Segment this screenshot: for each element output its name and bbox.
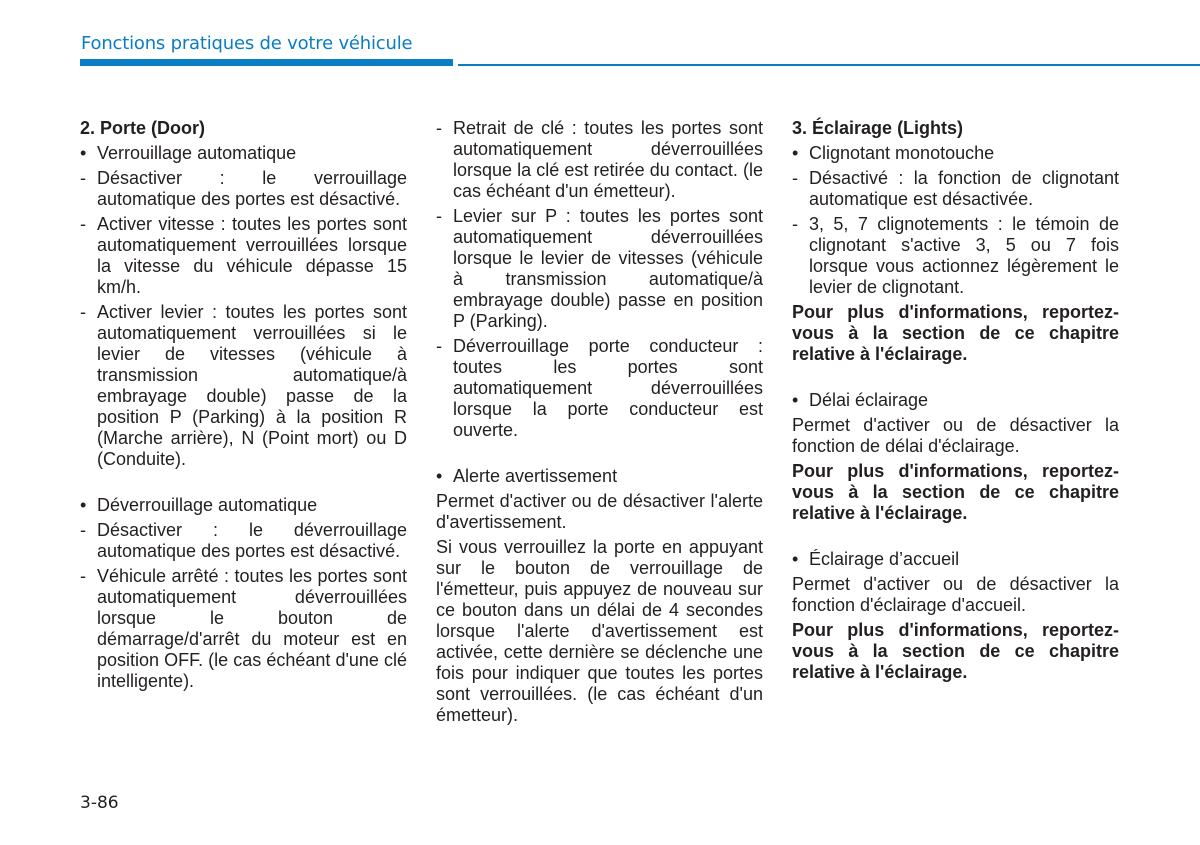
item-text: Clignotant monotouche <box>809 143 995 163</box>
item-text: Déverrouillage porte conducteur : toutes les portes sont automatiquement déverrouillées lorsque la porte conducteur est ouverte. <box>453 336 763 440</box>
dash-marker: - <box>792 168 798 188</box>
item-text: Éclairage d’accueil <box>809 549 960 569</box>
dash-marker: - <box>436 336 442 356</box>
column-1 <box>80 118 407 696</box>
section-header-title: Fonctions pratiques de votre véhicule <box>81 33 413 54</box>
dash-marker: - <box>436 206 442 226</box>
spacer <box>792 369 1119 390</box>
spacer <box>792 528 1119 549</box>
header-bar <box>80 59 453 66</box>
item-text: Alerte avertissement <box>453 466 618 486</box>
dash-marker: - <box>792 214 798 234</box>
bullet-item <box>80 143 407 164</box>
dash-item <box>436 118 763 202</box>
bullet-marker: • <box>792 549 799 569</box>
dash-marker: - <box>80 302 86 322</box>
dash-item <box>436 206 763 332</box>
item-text: Désactiver : le déverrouillage automatique des portes est désactivé. <box>97 520 407 561</box>
bullet-item <box>792 390 1119 411</box>
dash-item <box>436 336 763 441</box>
item-text: Retrait de clé : toutes les portes sont automatiquement déverrouillées lorsque la clé est retirée du contact. (le cas échéant d'un émetteur). <box>453 118 763 201</box>
dash-item <box>80 520 407 562</box>
item-text: Véhicule arrêté : toutes les portes sont automatiquement déverrouillées lorsque le bouton de démarrage/d'arrêt du moteur est en position OFF. (le cas échéant d'une clé intelligente). <box>97 566 407 691</box>
section-heading: 3. Éclairage (Lights) <box>792 118 964 138</box>
dash-marker: - <box>80 214 86 234</box>
bullet-marker: • <box>792 143 799 163</box>
item-text: Levier sur P : toutes les portes sont automatiquement déverrouillées lorsque le levier de vitesses (véhicule à transmission automatique/à embrayage double) passe en position P (Parking). <box>453 206 763 331</box>
paragraph: Si vous verrouillez la porte en appuyant sur le bouton de verrouillage de l'émetteur, puis appuyez de nouveau sur ce bouton dans un délai de 4 secondes lorsque l'alerte d'avertissement est activée, cette dernière se déclenche une fois pour indiquer que toutes les portes sont verrouillées. (le cas échéant d'un émetteur). <box>436 537 763 725</box>
dash-item <box>80 214 407 298</box>
bullet-item <box>436 466 763 487</box>
item-text: Activer vitesse : toutes les portes sont automatiquement verrouillées lorsque la vitesse du véhicule dépasse 15 km/h. <box>97 214 407 297</box>
reference-note: Pour plus d'informations, reportez-vous à la section de ce chapitre relative à l'éclairage. <box>792 620 1119 682</box>
reference-note: Pour plus d'informations, reportez-vous à la section de ce chapitre relative à l'éclairage. <box>792 302 1119 364</box>
bullet-marker: • <box>80 495 87 515</box>
page-number: 3-86 <box>80 793 119 813</box>
column-3 <box>792 118 1119 687</box>
dash-item <box>80 566 407 692</box>
section-heading: 2. Porte (Door) <box>80 118 206 138</box>
dash-item <box>792 214 1119 298</box>
item-text: Activer levier : toutes les portes sont automatiquement verrouillées si le levier de vitesses (véhicule à transmission automatique/à embrayage double) passe de la position P (Parking) à la position R (Marche arrière), N (Point mort) ou D (Conduite). <box>97 302 407 469</box>
paragraph: Permet d'activer ou de désactiver la fonction d'éclairage d'accueil. <box>792 574 1119 615</box>
bullet-item <box>792 549 1119 570</box>
bullet-marker: • <box>792 390 799 410</box>
dash-item <box>792 168 1119 210</box>
item-text: Délai éclairage <box>809 390 929 410</box>
dash-marker: - <box>80 520 86 540</box>
spacer <box>80 474 407 495</box>
item-text: Déverrouillage automatique <box>97 495 318 515</box>
bullet-marker: • <box>436 466 443 486</box>
item-text: Désactivé : la fonction de clignotant automatique est désactivée. <box>809 168 1119 209</box>
dash-item <box>80 302 407 470</box>
paragraph: Permet d'activer ou de désactiver la fonction de délai d'éclairage. <box>792 415 1119 456</box>
paragraph: Permet d'activer ou de désactiver l'alerte d'avertissement. <box>436 491 763 532</box>
column-2 <box>436 118 763 730</box>
header-rule <box>458 64 1200 66</box>
dash-item <box>80 168 407 210</box>
item-text: 3, 5, 7 clignotements : le témoin de clignotant s'active 3, 5 ou 7 fois lorsque vous actionnez légèrement le levier de clignotant. <box>809 214 1119 297</box>
dash-marker: - <box>80 566 86 586</box>
bullet-item <box>792 143 1119 164</box>
spacer <box>436 445 763 466</box>
dash-marker: - <box>436 118 442 138</box>
item-text: Verrouillage automatique <box>97 143 297 163</box>
bullet-item <box>80 495 407 516</box>
item-text: Désactiver : le verrouillage automatique des portes est désactivé. <box>97 168 407 209</box>
dash-marker: - <box>80 168 86 188</box>
reference-note: Pour plus d'informations, reportez-vous à la section de ce chapitre relative à l'éclairage. <box>792 461 1119 523</box>
bullet-marker: • <box>80 143 87 163</box>
